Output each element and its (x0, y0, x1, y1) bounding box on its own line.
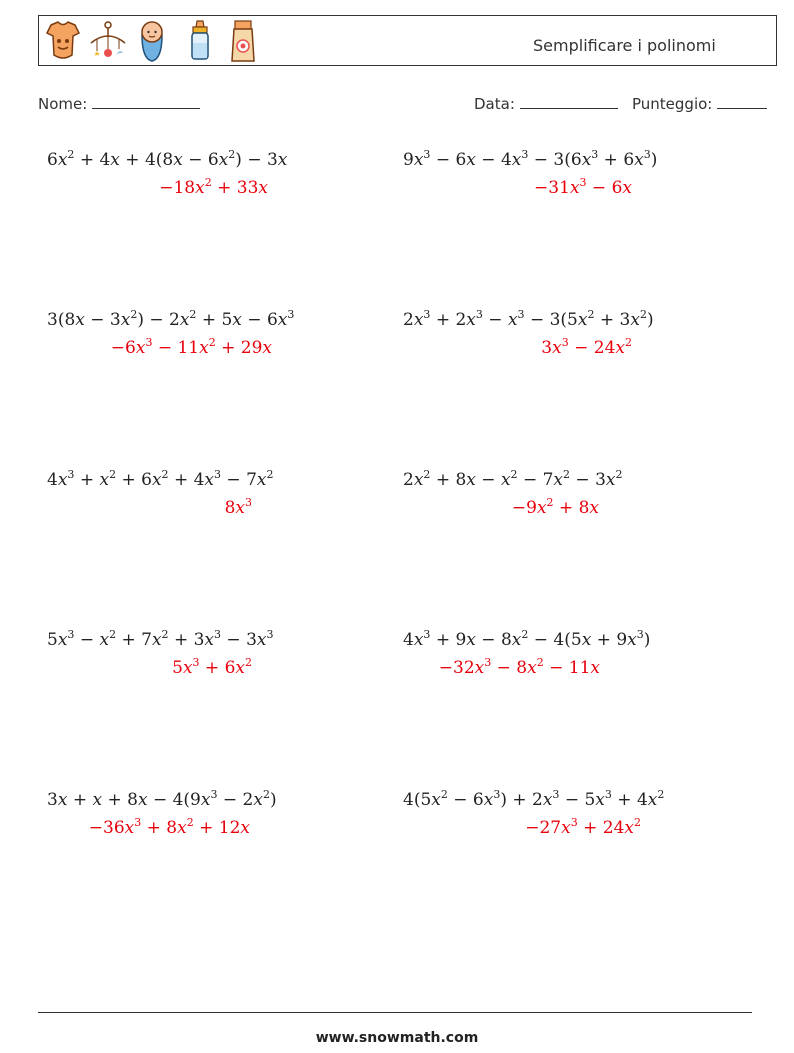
problem-expression: $4(5x^2 - 6x^3) + 2x^3 - 5x^3 + 4x^2$ (403, 788, 665, 810)
problem-expression: $3x + x + 8x - 4(9x^3 - 2x^2)$ (47, 788, 277, 810)
problem-expression: $6x^2 + 4x + 4(8x - 6x^2) - 3x$ (47, 148, 288, 170)
problem-expression: $4x^3 + 9x - 8x^2 - 4(5x + 9x^3)$ (403, 628, 651, 650)
name-blank[interactable] (92, 94, 200, 109)
baby-mobile-icon (87, 19, 129, 63)
problem-expression: $9x^3 - 6x - 4x^3 - 3(6x^3 + 6x^3)$ (403, 148, 658, 170)
problem-expression: $5x^3 - x^2 + 7x^2 + 3x^3 - 3x^3$ (47, 628, 274, 650)
problem-answer: $-32x^3 - 8x^2 - 11x$ (438, 656, 600, 678)
problem-answer: $-18x^2 + 33x$ (159, 176, 268, 198)
footer-url: www.snowmath.com (315, 1030, 479, 1046)
problem-expression: $3(8x - 3x^2) - 2x^2 + 5x - 6x^3$ (47, 308, 295, 330)
score-blank[interactable] (717, 94, 767, 109)
problem-answer: $-27x^3 + 24x^2$ (525, 816, 641, 838)
date-blank[interactable] (520, 94, 618, 109)
name-field[interactable] (38, 94, 200, 113)
problem-answer: $-31x^3 - 6x$ (534, 176, 632, 198)
baby-cream-icon (229, 19, 257, 63)
footer-divider (38, 1012, 752, 1013)
worksheet-title: Semplificare i polinomi (533, 36, 716, 55)
swaddled-baby-icon (137, 19, 167, 63)
baby-onesie-icon (45, 19, 81, 63)
problem-expression: $2x^3 + 2x^3 - x^3 - 3(5x^2 + 3x^2)$ (403, 308, 654, 330)
score-field[interactable] (632, 94, 767, 113)
problem-answer: $8x^3$ (224, 496, 252, 518)
score-label: Punteggio: (632, 95, 713, 113)
problem-answer: $-36x^3 + 8x^2 + 12x$ (88, 816, 250, 838)
problem-answer: $-6x^3 - 11x^2 + 29x$ (110, 336, 272, 358)
problem-answer: $5x^3 + 6x^2$ (172, 656, 252, 678)
problem-expression: $2x^2 + 8x - x^2 - 7x^2 - 3x^2$ (403, 468, 623, 490)
problem-answer: $-9x^2 + 8x$ (511, 496, 599, 518)
date-field[interactable] (474, 94, 618, 113)
problem-expression: $4x^3 + x^2 + 6x^2 + 4x^3 - 7x^2$ (47, 468, 274, 490)
worksheet-header (38, 15, 777, 66)
baby-bottle-icon (187, 19, 213, 63)
problem-answer: $3x^3 - 24x^2$ (541, 336, 632, 358)
name-label: Nome: (38, 95, 88, 113)
date-label: Data: (474, 95, 515, 113)
